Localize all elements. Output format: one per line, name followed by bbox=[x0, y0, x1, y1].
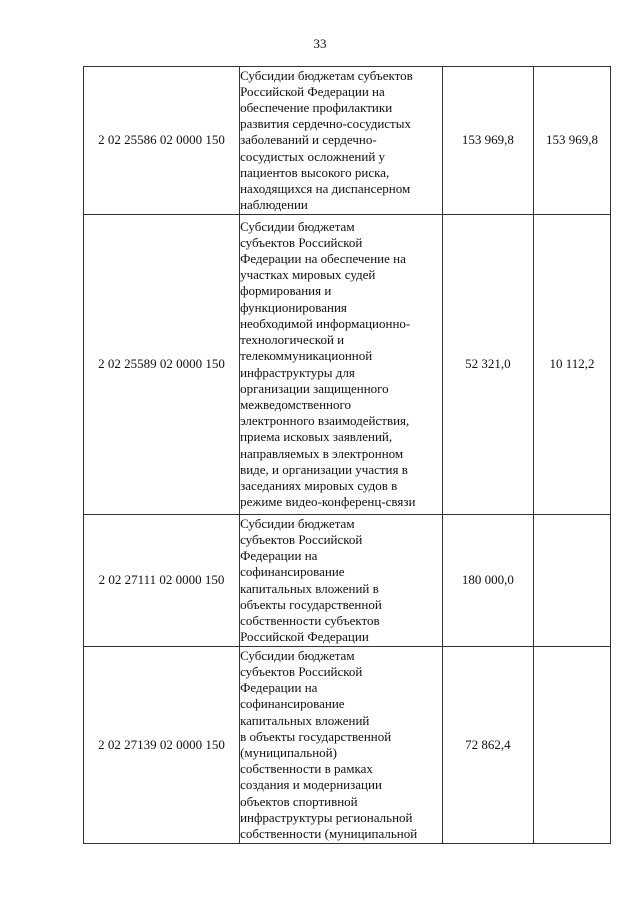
income-name-line: приема исковых заявлений, bbox=[240, 429, 393, 445]
income-name-line: Субсидии бюджетам bbox=[240, 647, 355, 663]
income-name-line: собственности субъектов bbox=[240, 612, 380, 628]
amount-cell-2 bbox=[533, 647, 610, 844]
income-name-line: в объекты государственной bbox=[240, 728, 392, 744]
budget-code-cell: 2 02 25589 02 0000 150 bbox=[84, 215, 240, 515]
income-name-line: Субсидии бюджетам bbox=[240, 515, 355, 531]
table-row bbox=[84, 67, 611, 215]
page-number: 33 bbox=[313, 36, 327, 51]
amount-cell-2: 153 969,8 bbox=[533, 67, 610, 215]
amount-cell-1: 72 862,4 bbox=[442, 647, 533, 844]
income-name-line: Российской Федерации на bbox=[240, 83, 385, 99]
income-name-line: объекты государственной bbox=[240, 596, 382, 612]
income-name-line: технологической и bbox=[240, 332, 345, 348]
income-name-line: капитальных вложений в bbox=[240, 580, 379, 596]
income-name-line: софинансирование bbox=[240, 696, 345, 712]
amount-cell-1: 153 969,8 bbox=[442, 67, 533, 215]
income-name-line: телекоммуникационной bbox=[240, 348, 373, 364]
income-name-line: пациентов высокого риска, bbox=[240, 164, 390, 180]
income-name-line: собственности в рамках bbox=[240, 761, 373, 777]
income-name-line: участках мировых судей bbox=[240, 267, 376, 283]
income-name-line: обеспечение профилактики bbox=[240, 99, 393, 115]
income-name-cell bbox=[240, 515, 443, 647]
income-name-line: необходимой информационно- bbox=[240, 315, 411, 331]
budget-code-cell: 2 02 25586 02 0000 150 bbox=[84, 67, 240, 215]
income-name-line: собственности (муниципальной bbox=[240, 826, 418, 842]
income-name-cell bbox=[240, 215, 443, 515]
table-body bbox=[84, 67, 611, 844]
income-name-line: инфраструктуры региональной bbox=[240, 809, 413, 825]
amount-cell-1: 52 321,0 bbox=[442, 215, 533, 515]
income-name-line: электронного взаимодействия, bbox=[240, 413, 410, 429]
table-row bbox=[84, 647, 611, 844]
amount-cell-2: 10 112,2 bbox=[533, 215, 610, 515]
income-name-line: капитальных вложений bbox=[240, 712, 370, 728]
amount-cell-1: 180 000,0 bbox=[442, 515, 533, 647]
income-name-line: Федерации на обеспечение на bbox=[240, 251, 406, 267]
income-name-line: Субсидии бюджетам bbox=[240, 218, 355, 234]
income-name-line: организации защищенного bbox=[240, 380, 389, 396]
budget-revenue-table bbox=[83, 66, 611, 844]
income-name-line: Субсидии бюджетам субъектов bbox=[240, 67, 413, 83]
income-name-line: формирования и bbox=[240, 283, 332, 299]
income-name-line: субъектов Российской bbox=[240, 531, 363, 547]
income-name-line: субъектов Российской bbox=[240, 234, 363, 250]
table-row bbox=[84, 515, 611, 647]
income-name-line: создания и модернизации bbox=[240, 777, 382, 793]
income-name-line: софинансирование bbox=[240, 564, 345, 580]
income-name-line: Федерации на bbox=[240, 680, 318, 696]
income-name-line: инфраструктуры для bbox=[240, 364, 355, 380]
income-name-line: направляемых в электронном bbox=[240, 445, 404, 461]
income-name-line: заболеваний и сердечно- bbox=[240, 132, 377, 148]
income-name-line: межведомственного bbox=[240, 396, 352, 412]
budget-code-cell: 2 02 27139 02 0000 150 bbox=[84, 647, 240, 844]
income-name-line: объектов спортивной bbox=[240, 793, 358, 809]
income-name-line: режиме видео-конференц-связи bbox=[240, 494, 416, 510]
income-name-line: сосудистых осложнений у bbox=[240, 148, 386, 164]
income-name-line: находящихся на диспансерном bbox=[240, 181, 411, 196]
income-name-line: заседаниях мировых судов в bbox=[240, 477, 398, 493]
income-name-line: (муниципальной) bbox=[240, 745, 337, 760]
budget-code-cell: 2 02 27111 02 0000 150 bbox=[84, 515, 240, 647]
income-name-line: функционирования bbox=[240, 299, 347, 315]
income-name-line: виде, и организации участия в bbox=[240, 461, 408, 477]
income-name-line: Российской Федерации bbox=[240, 629, 369, 645]
income-name-cell bbox=[240, 647, 443, 844]
income-name-line: субъектов Российской bbox=[240, 663, 363, 679]
amount-cell-2 bbox=[533, 515, 610, 647]
table-row bbox=[84, 215, 611, 515]
income-name-line: развития сердечно-сосудистых bbox=[240, 116, 411, 132]
income-name-line: Федерации на bbox=[240, 548, 318, 564]
income-name-line: наблюдении bbox=[240, 197, 308, 213]
income-name-cell bbox=[240, 67, 443, 215]
